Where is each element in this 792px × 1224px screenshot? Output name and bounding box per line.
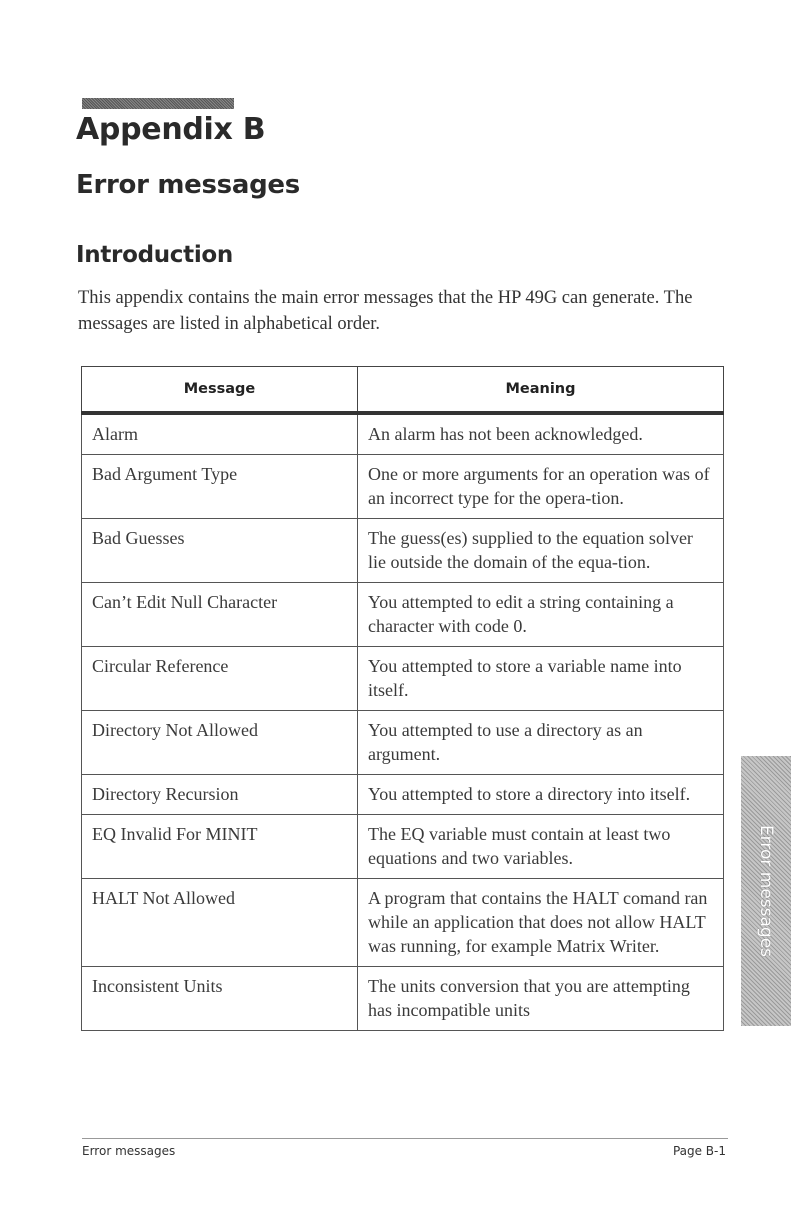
section-title: Introduction [76,242,233,268]
meaning-cell: A program that contains the HALT comand ran while an application that does not allow HALT was running, for example Matrix Writer. [358,879,724,967]
table-row [82,583,724,647]
table-row [82,775,724,815]
meaning-cell: You attempted to edit a string containing a character with code 0. [358,583,724,647]
message-cell: Inconsistent Units [82,967,358,1031]
message-cell: Directory Recursion [82,775,358,815]
message-cell: Directory Not Allowed [82,711,358,775]
meaning-cell: You attempted to use a directory as an argument. [358,711,724,775]
table-row [82,413,724,455]
message-cell: EQ Invalid For MINIT [82,815,358,879]
meaning-cell: An alarm has not been acknowledged. [358,413,724,455]
table-row [82,967,724,1031]
footer-page-number: Page B-1 [672,1144,726,1158]
message-cell: Bad Argument Type [82,455,358,519]
table-row [82,815,724,879]
meaning-cell: You attempted to store a variable name into itself. [358,647,724,711]
meaning-cell: You attempted to store a directory into itself. [358,775,724,815]
footer-divider [82,1138,728,1139]
meaning-cell: One or more arguments for an operation was of an incorrect type for the opera-tion. [358,455,724,519]
chapter-title: Error messages [76,170,300,200]
column-header-meaning: Meaning [358,367,724,414]
message-cell: Circular Reference [82,647,358,711]
meaning-cell: The guess(es) supplied to the equation solver lie outside the domain of the equa-tion. [358,519,724,583]
message-cell: Can’t Edit Null Character [82,583,358,647]
section-tab-label: Error messages [756,824,776,958]
header-decorative-bar [82,98,234,109]
error-messages-table [81,366,724,1031]
footer-chapter-name: Error messages [82,1144,176,1158]
intro-paragraph: This appendix contains the main error messages that the HP 49G can generate. The messages are listed in alphabetical order. [78,288,693,334]
section-tab [741,756,791,1026]
message-cell: Alarm [82,413,358,455]
meaning-cell: The EQ variable must contain at least two equations and two variables. [358,815,724,879]
table-header-row [82,367,724,414]
meaning-cell: The units conversion that you are attempting has incompatible units [358,967,724,1031]
column-header-message: Message [82,367,358,414]
message-cell: HALT Not Allowed [82,879,358,967]
message-cell: Bad Guesses [82,519,358,583]
table-row [82,647,724,711]
appendix-title: Appendix B [76,112,266,147]
table-row [82,455,724,519]
table-row [82,879,724,967]
table-row [82,519,724,583]
table-row [82,711,724,775]
